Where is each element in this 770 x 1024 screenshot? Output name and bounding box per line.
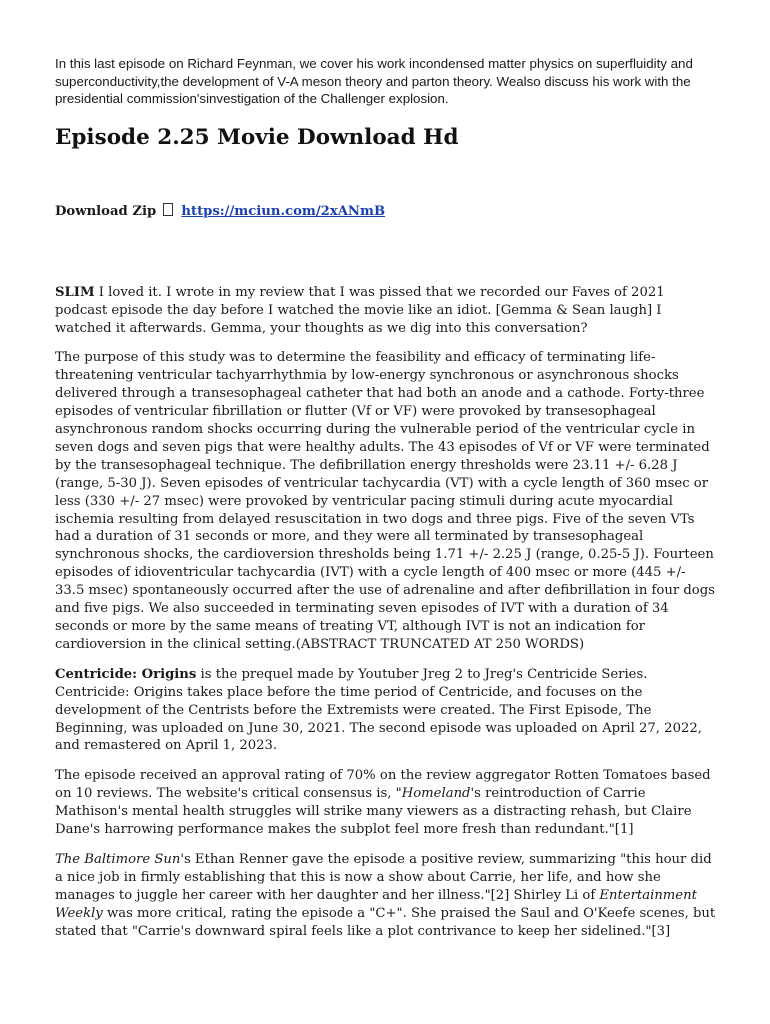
missing-glyph-icon (163, 203, 173, 216)
paragraph-text: The episode received an approval rating of 70% on the review aggregator Rotten Tomatoes based on 10 reviews. The website's critical consensus is, " (55, 768, 711, 802)
paragraph-rotten-tomatoes (55, 767, 717, 839)
download-label: Download Zip (55, 203, 157, 219)
paragraph-text: 's reintroduction of Carrie Mathison's mental health struggles will strike many viewers as a distracting rehash, but Claire Dane's harrowing performance makes the subplot feel more fresh than redundant."[1] (55, 786, 692, 838)
download-line (55, 203, 717, 221)
download-link[interactable]: https://mciun.com/2xANmB (181, 203, 386, 219)
paragraph-lead: SLIM (55, 284, 95, 300)
paragraph-text: is the prequel made by Youtuber Jreg 2 to Jreg's Centricide Series. Centricide: Origins takes place before the time period of Centricide, and focuses on the development of the Centrists before the Extremists were created. The First Episode, The Beginning, was uploaded on June 30, 2021. The second episode was uploaded on April 27, 2022, and remastered on April 1, 2023. (55, 666, 702, 754)
paragraph-text: I loved it. I wrote in my review that I was pissed that we recorded our Faves of 2021 podcast episode the day before I watched the movie like an idiot. [Gemma & Sean laugh] I watched it afterwards. Gemma, your thoughts as we dig into this conversation? (55, 284, 665, 336)
italic-title: The Baltimore Sun (55, 851, 181, 867)
paragraph-lead: Centricide: Origins (55, 666, 197, 682)
italic-title: Homeland (401, 786, 471, 802)
paragraph-text: was more critical, rating the episode a "C+". She praised the Saul and O'Keefe scenes, but stated that "Carrie's downward spiral feels like a plot contrivance to keep her sidelined."[3] (55, 905, 716, 939)
page-title: Episode 2.25 Movie Download Hd (55, 124, 459, 150)
paragraph-text: 's Ethan Renner gave the episode a positive review, summarizing "this hour did a nice job in firmly establishing that this is now a show about Carrie, her life, and how she manages to juggle her career with her daughter and her illness."[2] Shirley Li of (55, 851, 712, 903)
paragraph-text: The purpose of this study was to determine the feasibility and efficacy of terminating life-threatening ventricular tachyarrhythmia by low-energy synchronous or asynchronous shocks delivered through a transesophageal catheter that had both an anode and a cathode. Forty-three episodes of ventricular fibrillation or flutter (Vf or VF) were provoked by transesophageal asynchronous random shocks occurring during the vulnerable period of the ventricular cycle in seven dogs and seven pigs that were healthy adults. The 43 episodes of Vf or VF were terminated by the transesophageal technique. The defibrillation energy thresholds were 23.11 +/- 6.28 J (range, 5-30 J). Seven episodes of ventricular tachycardia (VT) with a cycle length of 360 msec or less (330 +/- 27 msec) were provoked by ventricular pacing stimuli during acute myocardial ischemia resulting from delayed resuscitation in two dogs and three pigs. Five of the seven VTs had a duration of 31 seconds or more, and they were all terminated by transesophageal synchronous shocks, the cardioversion thresholds being 1.71 +/- 2.25 J (range, 0.25-5 J). Fourteen episodes of idioventricular tachycardia (IVT) with a cycle length of 400 msec or more (445 +/- 33.5 msec) spontaneously occurred after the use of adrenaline and after defibrillation in four dogs and five pigs. We also succeeded in terminating seven episodes of IVT with a duration of 34 seconds or more by the same means of treating VT, although IVT is not an indication for cardioversion in the clinical setting.(ABSTRACT TRUNCATED AT 250 WORDS) (55, 350, 715, 652)
document-page (55, 55, 717, 941)
paragraph-baltimore-sun (55, 851, 717, 941)
paragraph-centricide (55, 666, 717, 756)
paragraph-study (55, 349, 717, 653)
italic-title: Entertainment Weekly (55, 887, 697, 921)
paragraph-slim (55, 284, 717, 338)
intro-paragraph: In this last episode on Richard Feynman, we cover his work incondensed matter physics on superfluidity and superconductivity,the development of V-A meson theory and parton theory. Wealso discuss his work with the presidential commission'sinvestigation of the Challenger explosion. (55, 56, 693, 107)
